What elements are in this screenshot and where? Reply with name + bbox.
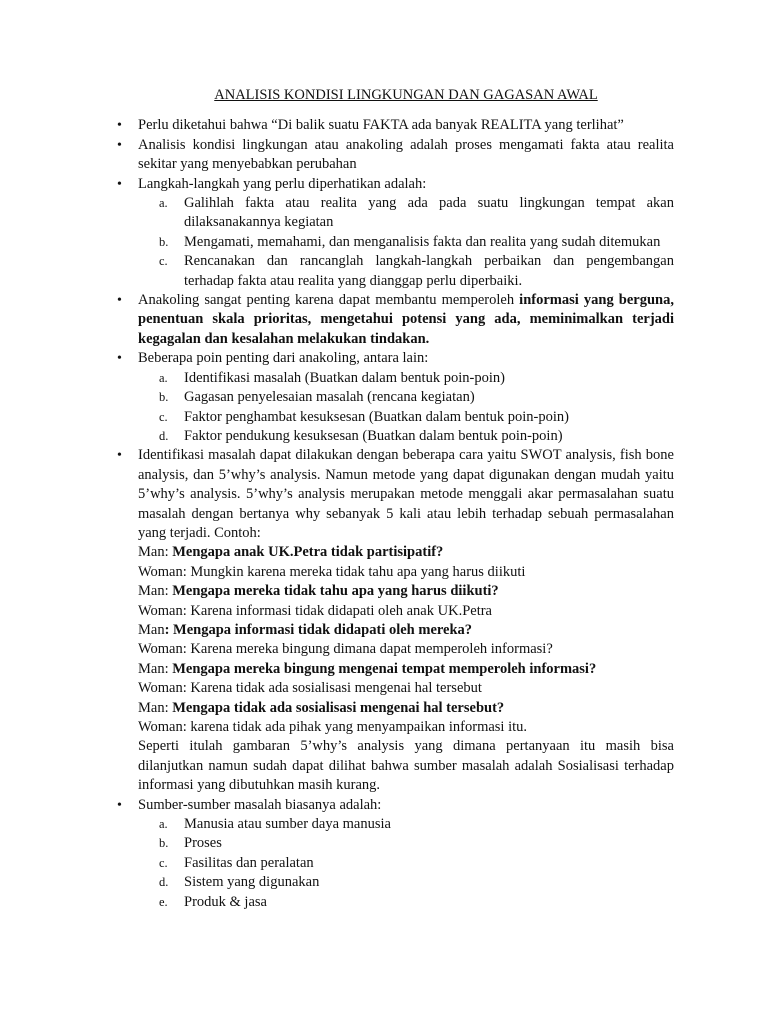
- dialog-line: Man: Mengapa mereka bingung mengenai tempat memperoleh informasi?: [138, 660, 597, 677]
- list-item: a. Manusia atau sumber daya manusia: [159, 816, 391, 833]
- dialog-line: Man: Mengapa mereka tidak tahu apa yang harus diikuti?: [138, 583, 499, 600]
- dialog-block: [138, 543, 674, 737]
- bullet-bold-text: informasi yang berguna, penentuan skala prioritas, mengetahui potensi yang ada, meminimalkan terjadi kegagalan dan kesalahan melakukan tindakan.: [138, 292, 674, 347]
- list-item: b. Mengamati, memahami, dan menganalisis fakta dan realita yang sudah ditemukan: [159, 233, 661, 250]
- bullet-text: Analisis kondisi lingkungan atau anakoling adalah proses mengamati fakta atau realita sekitar yang menyebabkan perubahan: [138, 136, 674, 173]
- bullet-text: Identifikasi masalah dapat dilakukan dengan beberapa cara yaitu SWOT analysis, fish bone analysis, dan 5’why’s analysis. Namun metode yang dapat digunakan dengan mudah yaitu 5’why’s analysis. 5’why’s analysis merupakan metode menggali akar permasalahan suatu masalah dengan bertanya why sebanyak 5 kali atau lebih terhadap sebuah permasalahan yang terjadi. Contoh:: [138, 447, 674, 541]
- dialog-line: Woman: Karena mereka bingung dimana dapat memperoleh informasi?: [138, 641, 553, 658]
- document-title: ANALISIS KONDISI LINGKUNGAN DAN GAGASAN AWAL: [214, 87, 598, 103]
- closing-text: Seperti itulah gambaran 5’why’s analysis yang dimana pertanyaan itu masih bisa dilanjutkan namun sudah dapat dilihat bahwa sumber masalah adalah Sosialisasi terhadap informasi yang dibutuhkan masih kurang.: [138, 738, 674, 794]
- sumber-list: [138, 815, 674, 912]
- list-item: d. Faktor pendukung kesuksesan (Buatkan dalam bentuk poin-poin): [159, 427, 563, 444]
- dialog-line: Man: Mengapa tidak ada sosialisasi mengenai hal tersebut?: [138, 699, 505, 716]
- list-item: d. Sistem yang digunakan: [159, 874, 320, 891]
- list-item: c. Fasilitas dan peralatan: [159, 854, 314, 871]
- list-item: b. Gagasan penyelesaian masalah (rencana kegiatan): [159, 389, 475, 406]
- poin-list: [138, 369, 674, 447]
- list-item: b. Proses: [159, 835, 222, 852]
- dialog-line: Woman: Karena tidak ada sosialisasi mengenai hal tersebut: [138, 680, 482, 697]
- list-item: a. Identifikasi masalah (Buatkan dalam bentuk poin-poin): [159, 369, 505, 386]
- bullet-text: Beberapa poin penting dari anakoling, antara lain:: [138, 350, 429, 367]
- dialog-line: Woman: Karena informasi tidak didapati oleh anak UK.Petra: [138, 602, 492, 619]
- bullet-sumber: [138, 796, 674, 912]
- bullet-poin: [138, 349, 674, 446]
- bullet-identifikasi: [138, 446, 674, 795]
- dialog-line: Man: Mengapa anak UK.Petra tidak partisipatif?: [138, 544, 444, 561]
- bullet-langkah: [138, 175, 674, 291]
- dialog-line: Man: Mengapa informasi tidak didapati oleh mereka?: [138, 621, 473, 638]
- list-item: a. Galihlah fakta atau realita yang ada pada suatu lingkungan tempat akan dilaksanakannya kegiatan: [159, 195, 674, 231]
- list-item: e. Produk & jasa: [159, 893, 267, 910]
- list-item: c. Rencanakan dan rancanglah langkah-langkah perbaikan dan pengembangan terhadap fakta atau realita yang dianggap perlu diperbaiki.: [159, 253, 674, 289]
- bullet-definisi: [138, 136, 674, 175]
- dialog-line: Woman: karena tidak ada pihak yang menyampaikan informasi itu.: [138, 719, 528, 735]
- langkah-list: [138, 194, 674, 291]
- list-item: c. Faktor penghambat kesuksesan (Buatkan dalam bentuk poin-poin): [159, 408, 569, 425]
- bullet-text: Langkah-langkah yang perlu diperhatikan adalah:: [138, 175, 427, 192]
- bullet-fakta: [138, 116, 674, 135]
- bullet-text: Anakoling sangat penting karena dapat membantu memperoleh: [138, 292, 520, 309]
- bullet-text: Perlu diketahui bahwa “Di balik suatu FAKTA ada banyak REALITA yang terlihat”: [138, 117, 624, 134]
- bullet-penting: [138, 291, 674, 349]
- main-bullet-list: [138, 116, 674, 912]
- bullet-text: Sumber-sumber masalah biasanya adalah:: [138, 796, 382, 813]
- dialog-line: Woman: Mungkin karena mereka tidak tahu apa yang harus diikuti: [138, 563, 526, 580]
